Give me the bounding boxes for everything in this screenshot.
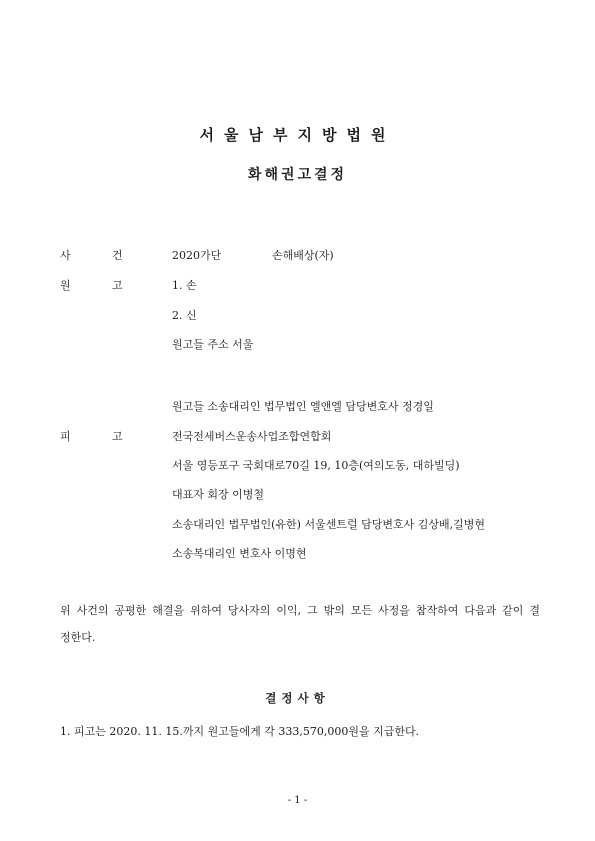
defendant-label-1: 피 (60, 430, 71, 443)
case-claim: 손해배상(자) (272, 249, 334, 262)
plaintiff-label-2: 고 (112, 279, 123, 292)
plaintiff-line: 1. 손 (172, 279, 197, 292)
court-name: 서울남부지방법원 (199, 126, 396, 144)
defendant-label-2: 고 (112, 430, 123, 443)
case-label-2: 건 (112, 249, 123, 262)
defendant-line: 서울 영등포구 국회대로70길 19, 10층(여의도동, 대하빌딩) (172, 459, 460, 472)
plaintiff-label-1: 원 (60, 279, 71, 292)
defendant-line: 소송대리인 법무법인(유한) 서울센트럴 담당변호사 김상배,길병현 (172, 518, 485, 531)
preamble-paragraph: 위 사건의 공평한 해결을 위하여 당사자의 이익, 그 밖의 모든 사정을 참작하여 다음과 같이 결정한다. (60, 604, 540, 644)
defendant-line: 대표자 회장 이병철 (172, 488, 265, 501)
plaintiff-line: 2. 신 (172, 309, 197, 322)
defendant-line: 전국전세버스운송사업조합연합회 (172, 430, 332, 443)
decision-item: 1. 피고는 2020. 11. 15.까지 원고들에게 각 333,570,000원을 지급한다. (60, 725, 420, 738)
page-number: - 1 - (287, 795, 308, 806)
plaintiff-line: 원고들 주소 서울 (172, 338, 254, 351)
case-label-1: 사 (60, 249, 71, 262)
plaintiff-line: 원고들 소송대리인 법무법인 엘앤엘 담당변호사 정경일 (172, 400, 434, 413)
decision-heading: 결정사항 (265, 691, 330, 705)
defendant-line: 소송복대리인 변호사 이명현 (172, 547, 307, 560)
document-title: 화해권고결정 (247, 167, 348, 183)
case-number: 2020가단 (172, 249, 222, 262)
